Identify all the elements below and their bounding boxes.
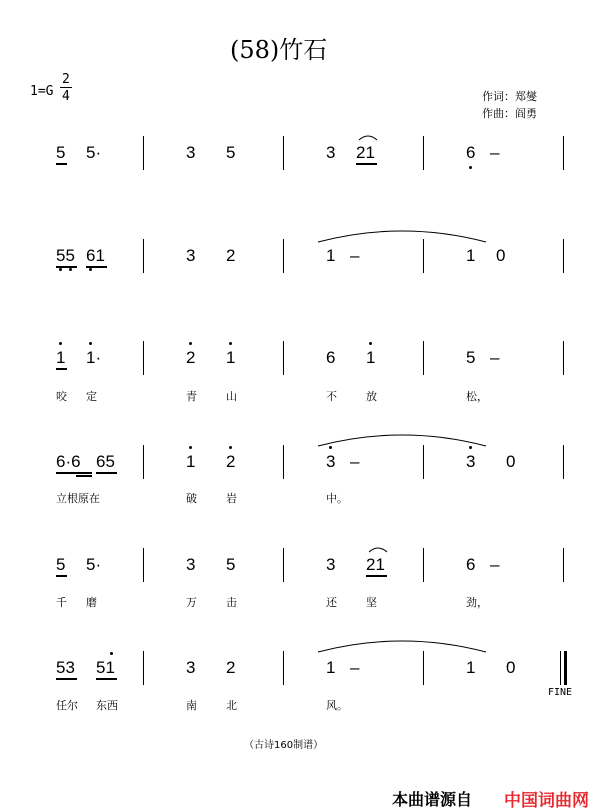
note: 2 [226,658,236,677]
note: 61 [86,246,105,265]
barline [283,651,284,685]
lyric: 坚 [366,596,377,609]
lyric: 南 [186,699,197,712]
dash: – [350,658,360,677]
note: 0 [506,658,516,677]
high-octave-dot [189,342,192,345]
high-octave-dot [59,342,62,345]
lyric: 咬 [56,390,67,403]
low-octave-dot [59,268,62,271]
note: 0 [496,246,506,265]
note: 5 [226,143,236,162]
barline [423,341,424,375]
underline [96,678,117,680]
lyricist-credit: 作词：郑燮 [482,90,537,103]
lyric: 放 [366,390,377,403]
note: 5· [86,555,102,574]
high-octave-dot [89,342,92,345]
underline [56,163,67,165]
time-signature-top: 2 [62,72,70,87]
underline [356,163,377,165]
high-octave-dot [329,446,332,449]
note: 5 [226,555,236,574]
lyric: 击 [226,596,237,609]
underline [56,575,67,577]
lyric: 定 [86,390,97,403]
barline [423,136,424,170]
barline [423,548,424,582]
lyric: 任尔 [56,699,78,712]
barline [283,548,284,582]
low-octave-dot [69,268,72,271]
high-octave-dot [229,342,232,345]
note: 21 [366,555,385,574]
note: 3 [186,555,196,574]
underline [56,678,77,680]
tie [316,226,488,244]
tie [316,636,488,654]
lyric: 万 [186,596,197,609]
dash: – [490,348,500,367]
lyric: 千 [56,596,67,609]
note: 3 [186,143,196,162]
high-octave-dot [189,446,192,449]
lyric: 东西 [96,699,118,712]
high-octave-dot [369,342,372,345]
barline [283,136,284,170]
double-underline [76,475,92,477]
note: 3 [186,658,196,677]
note: 5 [56,143,66,162]
tie [316,430,488,448]
low-octave-dot [469,166,472,169]
underline [56,368,67,370]
note: 2 [186,348,196,367]
note: 2 [226,452,236,471]
slur [368,545,388,553]
barline [283,445,284,479]
note: 1· [86,348,102,367]
note: 1 [56,348,66,367]
barline [283,341,284,375]
lyric: 青 [186,390,197,403]
barline [143,341,144,375]
fine-marking: FINE [548,687,573,698]
note: 1 [366,348,376,367]
low-octave-dot [89,268,92,271]
barline [423,239,424,273]
high-octave-dot [469,446,472,449]
dash: – [490,555,500,574]
slur [358,133,378,141]
note: 1 [186,452,196,471]
note: 21 [356,143,375,162]
note: 3 [466,452,476,471]
note: 5 [466,348,476,367]
note: 65 [96,452,115,471]
time-signature-line [60,87,72,88]
barline [143,548,144,582]
note: 6 [466,143,476,162]
lyric: 劲， [466,596,488,609]
note: 1 [466,658,476,677]
note: 1 [466,246,476,265]
barline [563,341,564,375]
final-barline-thick [564,651,567,685]
note: 3 [186,246,196,265]
lyric: 北 [226,699,237,712]
barline [563,136,564,170]
dash: – [350,452,360,471]
time-signature-bottom: 4 [62,89,70,104]
barline [423,445,424,479]
lyric: 岩 [226,492,237,505]
underline [366,575,387,577]
note: 6 [466,555,476,574]
barline [423,651,424,685]
barline [143,239,144,273]
note: 53 [56,658,75,677]
dash: – [350,246,360,265]
note: 5· [86,143,102,162]
underline [56,472,92,474]
barline [143,136,144,170]
underline [96,472,117,474]
note: 1 [226,348,236,367]
high-octave-dot [110,652,113,655]
song-title: (58)竹石 [230,36,328,64]
lyric: 破 [186,492,197,505]
note: 2 [226,246,236,265]
source-note: （古诗160制谱） [244,740,324,751]
composer-credit: 作曲：阎勇 [482,107,537,120]
note: 3 [326,452,336,471]
lyric: 磨 [86,596,97,609]
lyric: 山 [226,390,237,403]
barline [143,445,144,479]
dash: – [490,143,500,162]
note: 0 [506,452,516,471]
note: 3 [326,143,336,162]
lyric: 不 [326,390,337,403]
barline [143,651,144,685]
lyric: 松， [466,390,488,403]
note: 55 [56,246,75,265]
note: 51 [96,658,115,677]
high-octave-dot [229,446,232,449]
lyric: 风。 [326,699,348,712]
note: 3 [326,555,336,574]
lyric: 立根原在 [56,492,100,505]
lyric: 中。 [326,492,348,505]
barline [563,445,564,479]
note: 6·6 [56,452,81,471]
note: 1 [326,246,336,265]
key-signature: 1=G [30,84,54,99]
barline [563,548,564,582]
lyric: 还 [326,596,337,609]
note: 1 [326,658,336,677]
note: 5 [56,555,66,574]
note: 6 [326,348,336,367]
barline [563,239,564,273]
footer-source-label: 本曲谱源自 [392,792,473,808]
barline [283,239,284,273]
final-barline-thin [560,651,561,685]
footer-site-link[interactable]: 中国词曲网 [504,791,589,808]
